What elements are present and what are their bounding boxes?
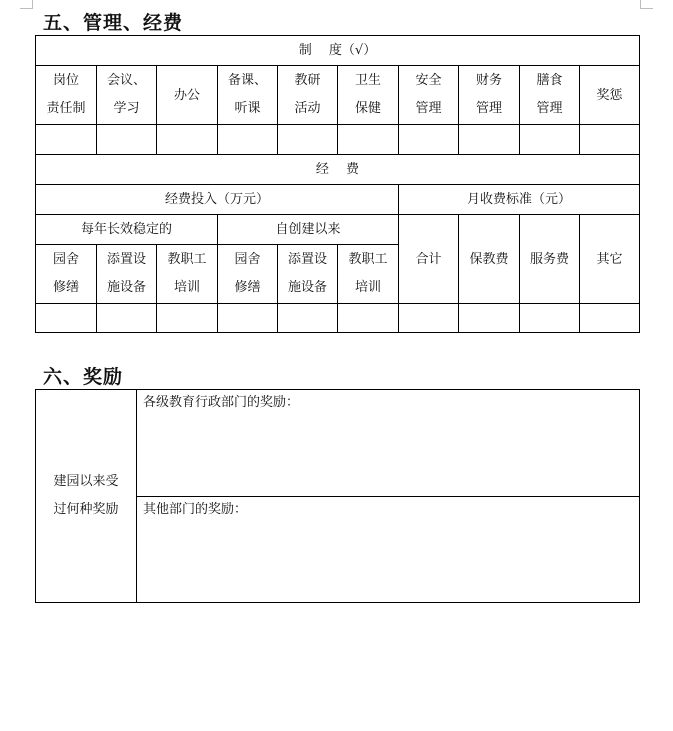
- funds-header: 经 费: [36, 155, 640, 185]
- system-item-safety: 安全 管理: [399, 66, 459, 125]
- education-awards-label: 各级教育行政部门的奖励：: [143, 395, 300, 410]
- system-item-teaching-research: 教研 活动: [278, 66, 338, 125]
- awards-row-label: 建园以来受 过何种奖励: [36, 390, 137, 603]
- system-item-meeting-study: 会议、 学习: [97, 66, 157, 125]
- system-check-cell[interactable]: [278, 125, 338, 155]
- other-awards-label: 其他部门的奖励：: [143, 502, 248, 517]
- since-founding-header: 自创建以来: [218, 215, 399, 245]
- system-header: 制 度（√）: [36, 36, 640, 66]
- awards-table: [35, 389, 640, 603]
- system-check-cell[interactable]: [520, 125, 580, 155]
- funds-input-cell[interactable]: [580, 304, 640, 333]
- funds-input-cell[interactable]: [459, 304, 520, 333]
- investment-item-equipment: 添置设 施设备: [278, 245, 338, 304]
- system-check-cell[interactable]: [580, 125, 640, 155]
- system-item-responsibility: 岗位 责任制: [36, 66, 97, 125]
- system-check-cell[interactable]: [157, 125, 218, 155]
- monthly-fee-header: 月收费标准（元）: [399, 185, 640, 215]
- system-check-cell[interactable]: [218, 125, 278, 155]
- page-corner-mark-right: [640, 0, 653, 9]
- education-awards-cell[interactable]: [137, 390, 640, 497]
- funds-input-cell[interactable]: [97, 304, 157, 333]
- system-item-rewards-penalties: 奖惩: [580, 66, 640, 125]
- investment-item-equipment: 添置设 施设备: [97, 245, 157, 304]
- system-item-finance: 财务 管理: [459, 66, 520, 125]
- system-check-cell[interactable]: [36, 125, 97, 155]
- system-check-cell[interactable]: [338, 125, 399, 155]
- funds-input-cell[interactable]: [36, 304, 97, 333]
- system-check-cell[interactable]: [97, 125, 157, 155]
- system-check-cell[interactable]: [399, 125, 459, 155]
- system-item-office: 办公: [157, 66, 218, 125]
- fee-item-total: 合计: [399, 215, 459, 304]
- funds-input-cell[interactable]: [338, 304, 399, 333]
- fee-item-care-education: 保教费: [459, 215, 520, 304]
- system-item-health: 卫生 保健: [338, 66, 399, 125]
- investment-header: 经费投入（万元）: [36, 185, 399, 215]
- funds-input-cell[interactable]: [399, 304, 459, 333]
- investment-item-staff-training: 教职工 培训: [338, 245, 399, 304]
- management-funds-table: [35, 35, 640, 333]
- funds-input-cell[interactable]: [520, 304, 580, 333]
- fee-item-other: 其它: [580, 215, 640, 304]
- funds-input-cell[interactable]: [157, 304, 218, 333]
- section-five-title: 五、管理、经费: [43, 12, 184, 34]
- funds-input-cell[interactable]: [218, 304, 278, 333]
- funds-input-cell[interactable]: [278, 304, 338, 333]
- stable-annual-header: 每年长效稳定的: [36, 215, 218, 245]
- investment-item-building-repair: 园舍 修缮: [218, 245, 278, 304]
- investment-item-staff-training: 教职工 培训: [157, 245, 218, 304]
- section-six-title: 六、奖励: [43, 366, 124, 388]
- system-item-catering: 膳食 管理: [520, 66, 580, 125]
- investment-item-building-repair: 园舍 修缮: [36, 245, 97, 304]
- page-corner-mark-left: [20, 0, 33, 9]
- fee-item-service: 服务费: [520, 215, 580, 304]
- system-check-cell[interactable]: [459, 125, 520, 155]
- system-item-lesson-prep: 备课、 听课: [218, 66, 278, 125]
- other-awards-cell[interactable]: [137, 497, 640, 603]
